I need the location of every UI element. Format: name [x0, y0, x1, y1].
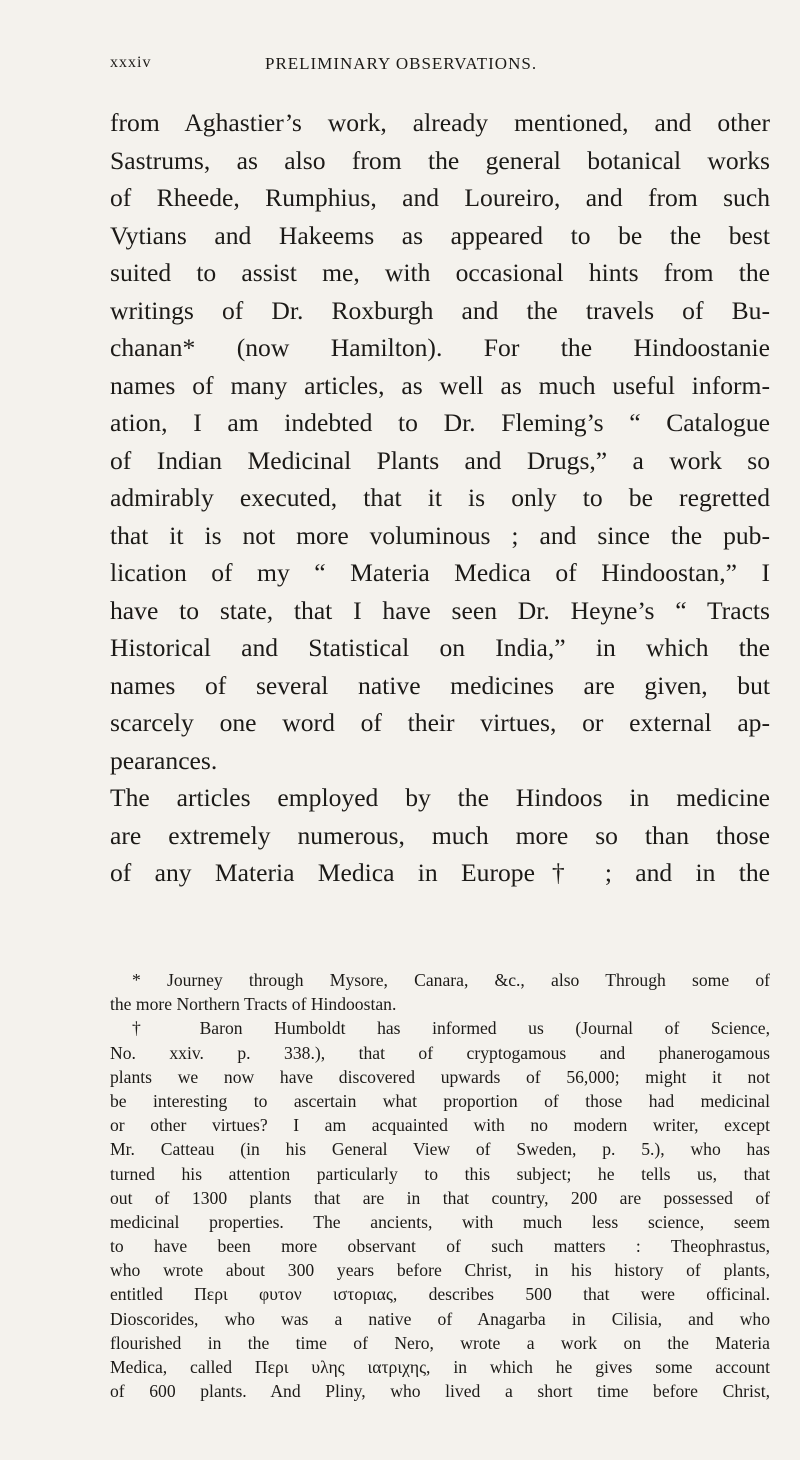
footnote-line: Dioscorides, who was a native of Anagarba in Cilisia, and who: [110, 1308, 770, 1329]
body-line: Sastrums, as also from the general botanical works: [110, 145, 770, 175]
footnote-line: * Journey through Mysore, Canara, &c., also Through some of: [132, 970, 770, 990]
body-line: that it is not more voluminous ; and since the pub-: [110, 520, 770, 550]
body-line: lication of my “ Materia Medica of Hindoostan,” I: [110, 558, 770, 587]
body-line: suited to assist me, with occasional hints from the: [110, 258, 770, 287]
page-header: [110, 54, 730, 80]
body-line: names of several native medicines are given, but: [110, 670, 770, 700]
body-line: of any Materia Medica in Europe† ; and in the: [110, 858, 770, 887]
footnote-line: be interesting to ascertain what proportion of those had medicinal: [110, 1090, 770, 1111]
body-line: of Indian Medicinal Plants and Drugs,” a work so: [110, 445, 770, 475]
running-head: PRELIMINARY OBSERVATIONS.: [265, 54, 538, 73]
body-line: ation, I am indebted to Dr. Fleming’s “ Catalogue: [110, 408, 770, 437]
body-line: Vytians and Hakeems as appeared to be the best: [110, 220, 770, 250]
body-line: Historical and Statistical on India,” in which the: [110, 633, 770, 662]
footnote-line: plants we now have discovered upwards of 56,000; might it not: [110, 1066, 770, 1087]
body-line: of Rheede, Rumphius, and Loureiro, and from such: [110, 183, 770, 212]
body-line: admirably executed, that it is only to be regretted: [110, 483, 770, 512]
footnote-line: Mr. Catteau (in his General View of Sweden, p. 5.), who has: [110, 1139, 770, 1160]
body-line: The articles employed by the Hindoos in medicine: [110, 783, 770, 812]
page-number: xxxiv: [110, 54, 152, 71]
footnote-line: of 600 plants. And Pliny, who lived a short time before Christ,: [110, 1381, 770, 1402]
body-text: [110, 104, 770, 892]
body-line: pearances.: [110, 745, 218, 775]
footnote-line: the more Northern Tracts of Hindoostan.: [110, 994, 397, 1015]
body-line: scarcely one word of their virtues, or external ap-: [110, 708, 770, 737]
body-line: writings of Dr. Roxburgh and the travels of Bu-: [110, 295, 770, 325]
body-line: have to state, that I have seen Dr. Heyne’s “ Tracts: [110, 595, 770, 625]
footnotes: [110, 968, 770, 1403]
footnote-line: entitled Περι φυτον ιστοριας, describes 500 that were officinal.: [110, 1284, 770, 1305]
body-line: chanan* (now Hamilton). For the Hindoostanie: [110, 333, 770, 362]
footnote-line: No. xxiv. p. 338.), that of cryptogamous and phanerogamous: [110, 1042, 770, 1063]
footnote-line: flourished in the time of Nero, wrote a work on the Materia: [110, 1332, 770, 1353]
body-line: names of many articles, as well as much useful inform-: [110, 370, 770, 400]
footnote-line: Medica, called Περι υλης ιατριχης, in which he gives some account: [110, 1357, 770, 1377]
footnote-line: turned his attention particularly to this subject; he tells us, that: [110, 1163, 770, 1184]
body-line: are extremely numerous, much more so than those: [110, 820, 770, 850]
footnote-line: medicinal properties. The ancients, with much less science, seem: [110, 1211, 770, 1232]
footnote-line: out of 1300 plants that are in that country, 200 are possessed of: [110, 1187, 770, 1208]
footnote-line: who wrote about 300 years before Christ, in his history of plants,: [110, 1260, 770, 1281]
body-line: from Aghastier’s work, already mentioned, and other: [110, 108, 770, 137]
footnote-line: or other virtues? I am acquainted with no modern writer, except: [110, 1115, 770, 1136]
footnote-line: † Baron Humboldt has informed us (Journal of Science,: [132, 1018, 770, 1039]
footnote-line: to have been more observant of such matters : Theophrastus,: [110, 1236, 770, 1257]
